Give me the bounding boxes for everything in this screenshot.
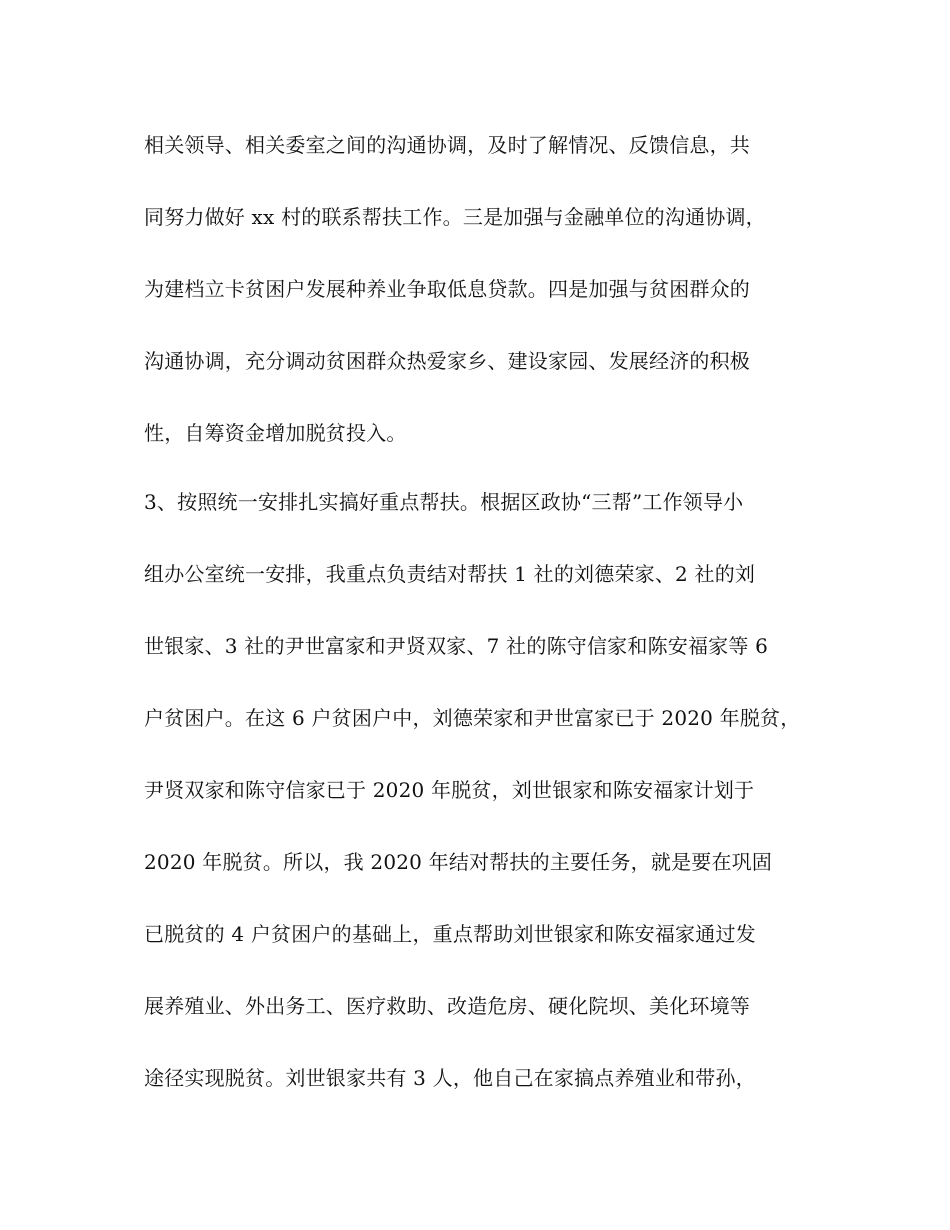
text-line: 相关领导、相关委室之间的沟通协调，及时了解情况、反馈信息，共 — [144, 133, 750, 157]
text-line: 尹贤双家和陈守信家已于 2020 年脱贫，刘世银家和陈安福家计划于 — [144, 778, 755, 802]
text-line: 3、按照统一安排扎实搞好重点帮扶。根据区政协“三帮”工作领导小 — [144, 490, 744, 514]
text-line: 性，自筹资金增加脱贫投入。 — [144, 421, 407, 445]
text-line: 沟通协调，充分调动贫困群众热爱家乡、建设家园、发展经济的积极 — [144, 349, 750, 373]
text-line: 组办公室统一安排，我重点负责结对帮扶 1 社的刘德荣家、2 社的刘 — [144, 562, 756, 586]
text-line: 户贫困户。在这 6 户贫困户中，刘德荣家和尹世富家已于 2020 年脱贫， — [144, 706, 801, 730]
text-line: 展养殖业、外出务工、医疗救助、改造危房、硬化院坝、美化环境等 — [144, 994, 750, 1018]
text-line: 同努力做好 xx 村的联系帮扶工作。三是加强与金融单位的沟通协调， — [144, 205, 766, 229]
text-line: 途径实现脱贫。刘世银家共有 3 人，他自己在家搞点养殖业和带孙， — [144, 1066, 756, 1090]
text-line: 为建档立卡贫困户发展种养业争取低息贷款。四是加强与贫困群众的 — [144, 277, 750, 301]
text-line: 2020 年脱贫。所以，我 2020 年结对帮扶的主要任务，就是要在巩固 — [144, 850, 773, 874]
text-line: 世银家、3 社的尹世富家和尹贤双家、7 社的陈守信家和陈安福家等 6 — [144, 634, 769, 658]
text-line: 已脱贫的 4 户贫困户的基础上，重点帮助刘世银家和陈安福家通过发 — [144, 922, 756, 946]
